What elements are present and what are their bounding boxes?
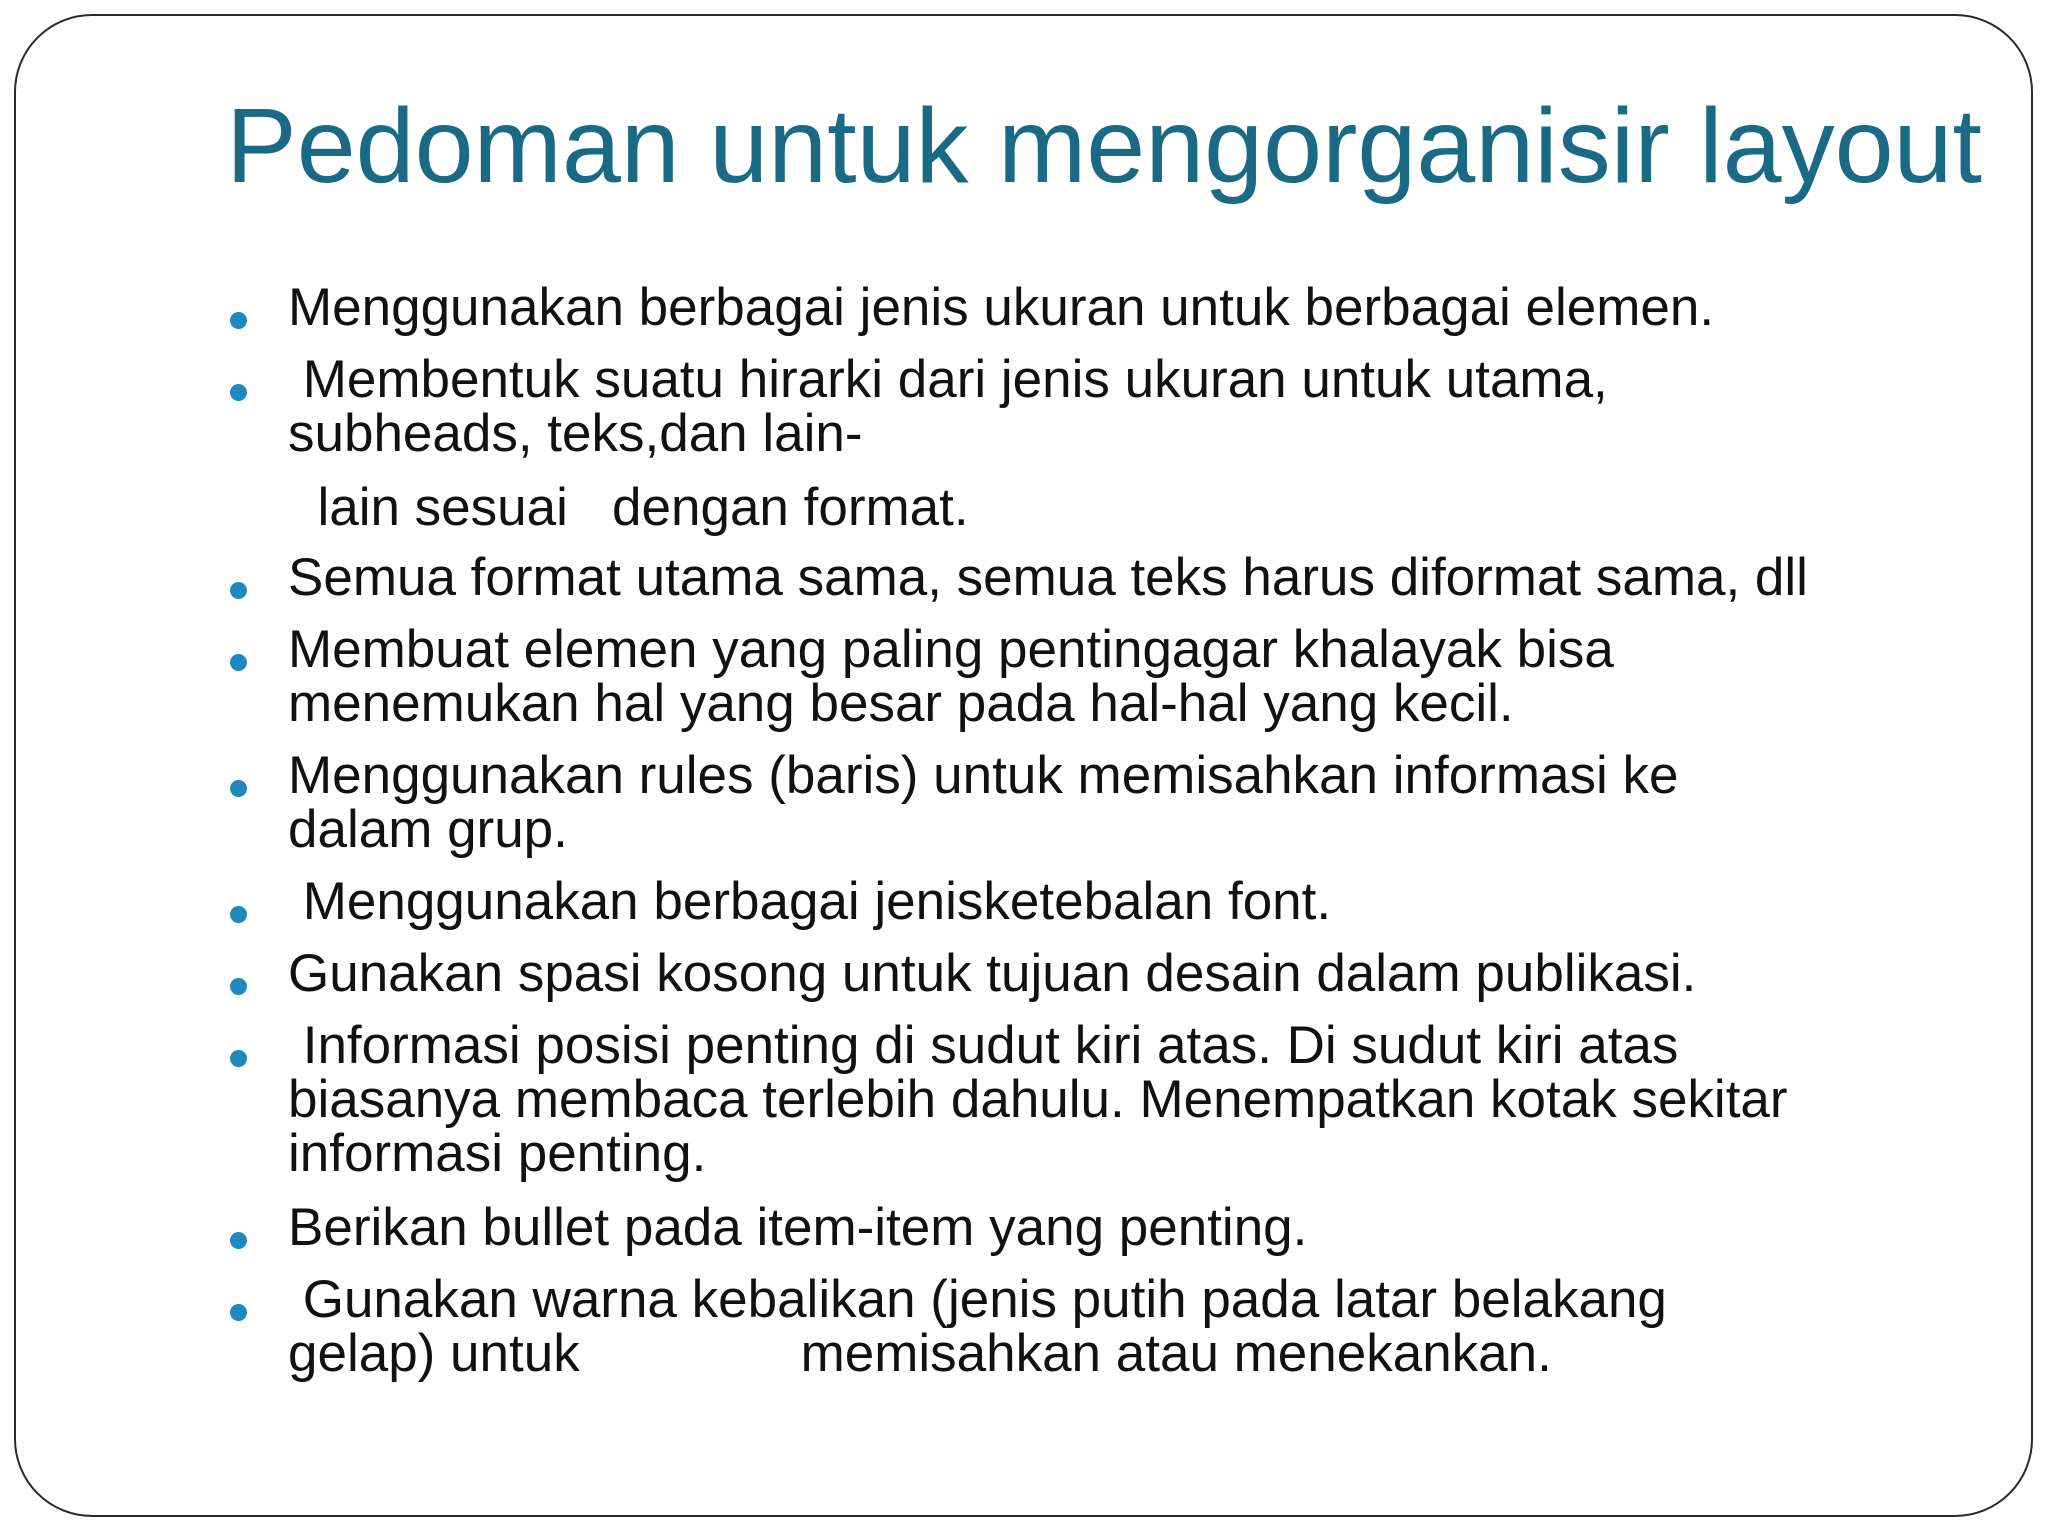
bullet-dot-icon — [230, 1050, 247, 1067]
bullet-text-line: Informasi posisi penting di sudut kiri atas. Di sudut kiri atas — [288, 1016, 1679, 1075]
bullet-dot-icon — [230, 906, 247, 923]
bullet-text-line: Gunakan warna kebalikan (jenis putih pada latar belakang — [288, 1270, 1667, 1329]
bullet-text-line: Membentuk suatu hirarki dari jenis ukuran untuk utama, — [288, 350, 1608, 409]
bullet-text-line: subheads, teks,dan lain- — [288, 404, 863, 463]
bullet-text-line: Menggunakan rules (baris) untuk memisahkan informasi ke — [288, 746, 1679, 805]
bullet-text-line: gelap) untuk memisahkan atau menekankan. — [288, 1324, 1552, 1383]
bullet-dot-icon — [230, 312, 247, 329]
bullet-text-line: Gunakan spasi kosong untuk tujuan desain dalam publikasi. — [288, 944, 1697, 1003]
bullet-dot-icon — [230, 654, 247, 671]
bullet-text-line: lain sesuai dengan format. — [288, 478, 969, 537]
bullet-text-line: menemukan hal yang besar pada hal-hal yang kecil. — [288, 674, 1514, 733]
bullet-dot-icon — [230, 1232, 247, 1249]
bullet-dot-icon — [230, 978, 247, 995]
slide-title: Pedoman untuk mengorganisir layout — [226, 87, 1982, 205]
bullet-text-line: Menggunakan berbagai jenis ukuran untuk berbagai elemen. — [288, 278, 1715, 337]
bullet-text-line: Menggunakan berbagai jenisketebalan font. — [288, 872, 1332, 931]
bullet-text-line: dalam grup. — [288, 800, 568, 859]
bullet-text-line: Berikan bullet pada item-item yang penting. — [288, 1198, 1308, 1257]
bullet-text-line: biasanya membaca terlebih dahulu. Menempatkan kotak sekitar — [288, 1070, 1788, 1129]
bullet-dot-icon — [230, 384, 247, 401]
bullet-dot-icon — [230, 1304, 247, 1321]
bullet-text-line: informasi penting. — [288, 1124, 707, 1183]
bullet-dot-icon — [230, 780, 247, 797]
bullet-text-line: Semua format utama sama, semua teks harus diformat sama, dll — [288, 548, 1808, 607]
bullet-dot-icon — [230, 582, 247, 599]
bullet-text-line: Membuat elemen yang paling pentingagar khalayak bisa — [288, 620, 1614, 679]
